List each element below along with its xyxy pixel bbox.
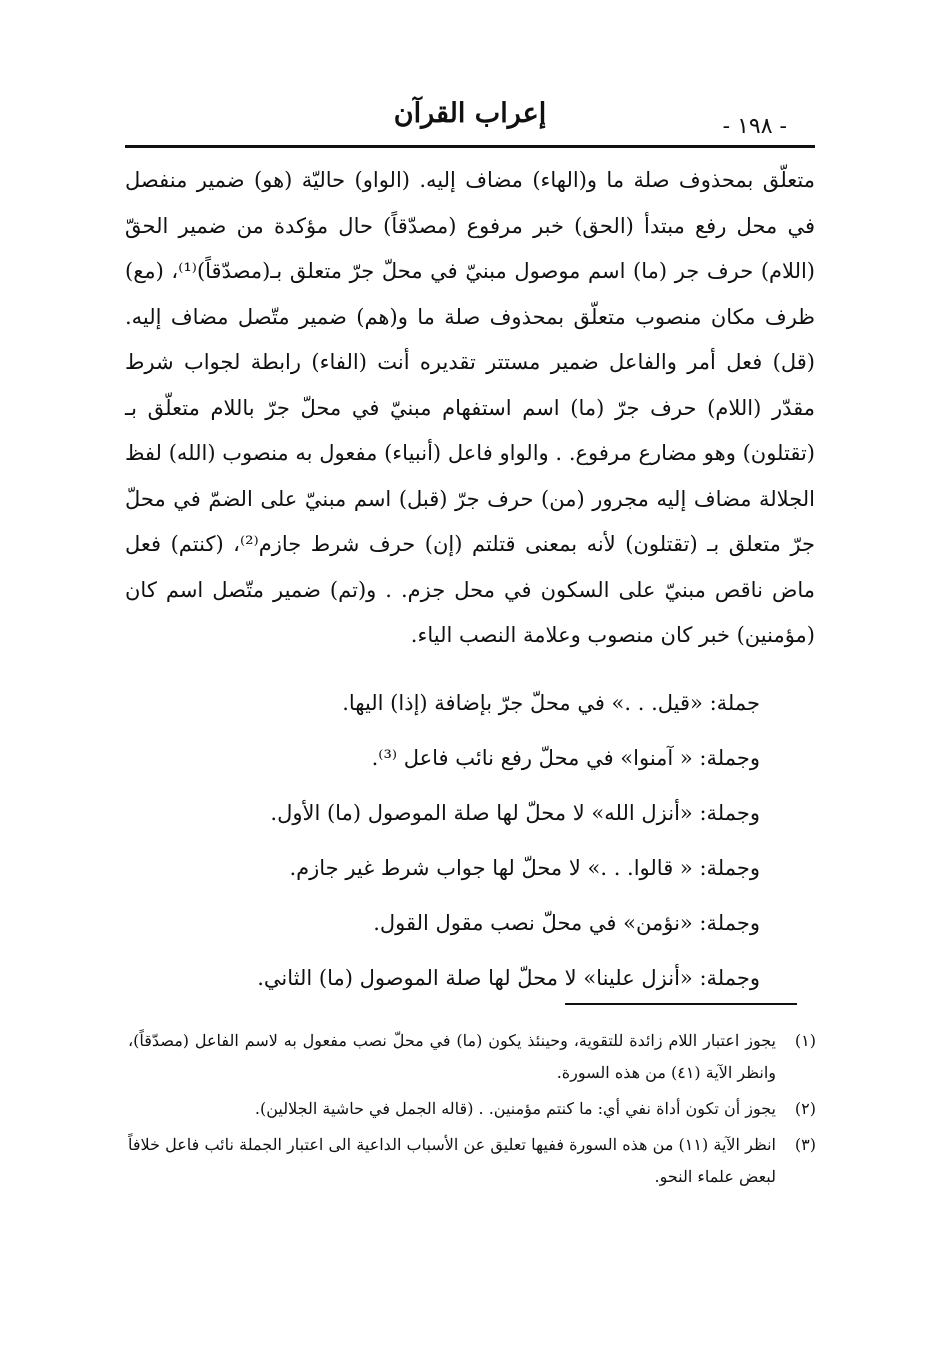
sentence-analysis-list	[190, 676, 760, 1006]
book-title: إعراب القرآن	[393, 98, 547, 129]
page-number: - ١٩٨ -	[722, 114, 787, 139]
footnote-text: انظر الآية (١١) من هذه السورة ففيها تعليق عن الأسباب الداعية الى اعتبار الجملة نائب فاعل خلافاً لبعض علماء النحو.	[128, 1135, 776, 1186]
sentence-item: وجملة: « آمنوا» في محلّ رفع نائب فاعل ⁽³⁾.	[371, 746, 760, 770]
grammar-paragraph: متعلّق بمحذوف صلة ما و(الهاء) مضاف إليه. (الواو) حاليّة (هو) ضمير منفصل في محل رفع مبتدأ (الحق) خبر مرفوع (مصدّقاً) حال مؤكدة من ضمير الحقّ (اللام) حرف جر (ما) اسم موصول مبنيّ في محلّ جرّ متعلق بـ(مصدّقاً)⁽¹⁾، (مع) ظرف مكان منصوب متعلّق بمحذوف صلة ما و(هم) ضمير متّصل مضاف إليه. (قل) فعل أمر والفاعل ضمير مستتر تقديره أنت (الفاء) رابطة لجواب شرط مقدّر (اللام) حرف جرّ (ما) اسم استفهام مبنيّ في محلّ جرّ باللام متعلّق بـ (تقتلون) وهو مضارع مرفوع. . والواو فاعل (أنبياء) مفعول به منصوب (الله) لفظ الجلالة مضاف إليه مجرور (من) حرف جرّ (قبل) اسم مبنيّ على الضمّ في محلّ جرّ متعلق بـ (تقتلون) لأنه بمعنى قتلتم (إن) حرف شرط جازم⁽²⁾، (كنتم) فعل ماض ناقص مبنيّ على السكون في محل جزم. . و(تم) ضمير متّصل اسم كان (مؤمنين) خبر كان منصوب وعلامة النصب الياء.	[125, 168, 816, 647]
footnote-number: (١)	[794, 1031, 816, 1050]
footnote-divider	[565, 1003, 797, 1005]
footnote-item	[128, 1093, 816, 1125]
footnote-number: (٣)	[794, 1135, 816, 1154]
sentence-item: وجملة: «أنزل الله» لا محلّ لها صلة الموصول (ما) الأول.	[270, 801, 760, 825]
footnote-item	[128, 1129, 816, 1193]
sentence-item: وجملة: «نؤمن» في محلّ نصب مقول القول.	[373, 911, 760, 935]
page-header	[125, 92, 815, 148]
sentence-item: وجملة: « قالوا. . .» لا محلّ لها جواب شرط غير جازم.	[289, 856, 760, 880]
header-divider	[125, 145, 815, 148]
footnotes	[128, 1025, 816, 1197]
sentence-item: وجملة: «أنزل علينا» لا محلّ لها صلة الموصول (ما) الثاني.	[257, 966, 760, 990]
footnote-number: (٢)	[794, 1099, 816, 1118]
footnote-item	[128, 1025, 816, 1089]
footnote-text: يجوز أن تكون أداة نفي أي: ما كنتم مؤمنين. . (قاله الجمل في حاشية الجلالين).	[254, 1099, 776, 1118]
sentence-item: جملة: «قيل. . .» في محلّ جرّ بإضافة (إذا) اليها.	[342, 691, 760, 715]
main-text	[125, 158, 815, 659]
footnote-text: يجوز اعتبار اللام زائدة للتقوية، وحينئذ يكون (ما) في محلّ نصب مفعول به لاسم الفاعل (مصدّقاً)، وانظر الآية (٤١) من هذه السورة.	[128, 1031, 776, 1082]
